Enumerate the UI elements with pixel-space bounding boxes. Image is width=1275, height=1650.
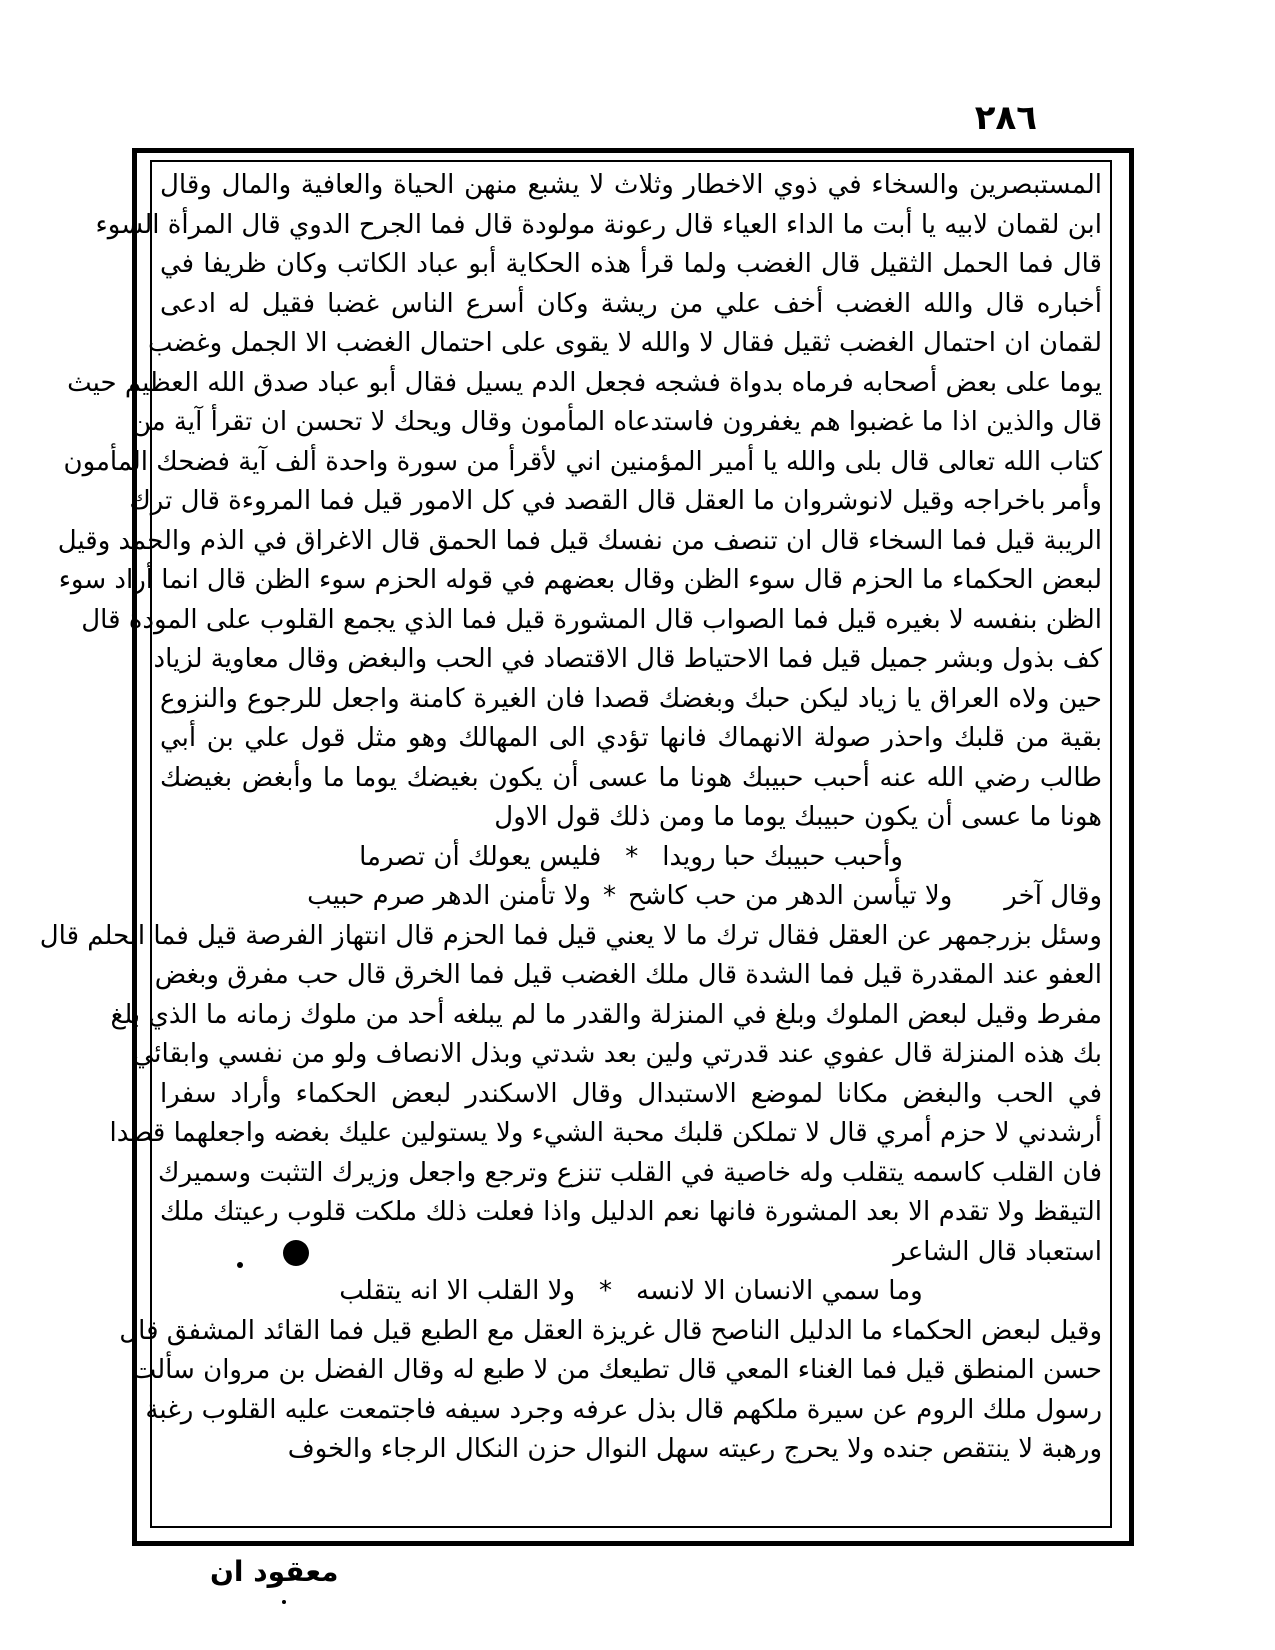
text-line: قال والذين اذا ما غضبوا هم يغفرون فاستدعاه المأمون وقال ويحك لا تحسن ان تقرأ آية من xyxy=(131,407,1102,437)
ink-blot xyxy=(283,1240,309,1266)
text-line: حين ولاه العراق يا زياد ليكن حبك وبغضك قصدا فان الغيرة كامنة واجعل للرجوع والنزوع xyxy=(160,683,1102,714)
verse-2-intro: وقال آخر xyxy=(1004,881,1102,911)
verse-2-second-hemistich: ولا تأمنن الدهر صرم حبيب xyxy=(307,881,591,911)
text-line: التيقظ ولا تقدم الا بعد المشورة فانها نعم الدليل واذا فعلت ذلك ملكت قلوب رعيتك ملك xyxy=(160,1197,1102,1227)
ink-speck xyxy=(282,1600,286,1604)
text-line: الريبة قيل فما السخاء قال ان تنصف من نفسك قيل فما الحمق قال الاغراق في الذم والحمد وقيل xyxy=(57,525,1102,556)
text-line: العفو عند المقدرة قيل فما الشدة قال ملك الغضب قيل فما الخرق قال حب مفرق وبغض xyxy=(154,960,1102,990)
text-line: لبعض الحكماء ما الحزم قال سوء الظن وقال بعضهم في قوله الحزم سوء الظن قال انما أراد سوء xyxy=(58,565,1102,595)
verse-3-second-hemistich: ولا القلب الا انه يتقلب xyxy=(339,1276,575,1306)
text-line: وسئل بزرجمهر عن العقل فقال ترك ما لا يعني قيل فما الحزم قال انتهاز الفرصة قيل فما الحلم قال xyxy=(39,920,1102,951)
verse-1-first-hemistich: وأحبب حبيبك حبا رويدا xyxy=(662,841,903,872)
text-paragraph-b xyxy=(39,917,1102,1273)
text-line: ورهبة لا ينتقص جنده ولا يحرج رعيته سهل النوال حزن النكال الرجاء والخوف xyxy=(287,1434,1102,1464)
verse-separator: * xyxy=(602,881,616,911)
text-line: أخباره قال والله الغضب أخف علي من ريشة وكان أسرع الناس غضبا فقيل له ادعى xyxy=(160,288,1102,319)
text-line: كف بذول وبشر جميل قيل فما الاحتياط قال الاقتصاد في الحب والبغض وقال معاوية لزياد xyxy=(153,644,1102,674)
text-line: كتاب الله تعالى قال بلى والله يا أمير المؤمنين اني لأقرأ من سورة واحدة ألف آية فضحك المأمون xyxy=(63,446,1102,477)
text-line: لقمان ان احتمال الغضب ثقيل فقال لا والله لا يقوى على احتمال الغضب الا الجمل وغضب xyxy=(147,328,1102,358)
text-line: رسول ملك الروم عن سيرة ملكهم قال بذل عرفه وجرد سيفه فاجتمعت عليه القلوب رغبة xyxy=(145,1394,1102,1425)
verse-1-second-hemistich: فليس يعولك أن تصرما xyxy=(359,841,602,872)
verse-line-2 xyxy=(160,877,1102,917)
text-line: وقيل لبعض الحكماء ما الدليل الناصح قال غريزة العقل مع الطبع قيل فما القائد المشفق قال xyxy=(119,1315,1102,1346)
verse-3-first-hemistich: وما سمي الانسان الا لانسه xyxy=(636,1276,923,1306)
text-line: المستبصرين والسخاء في ذوي الاخطار وثلاث لا يشبع منهن الحياة والعافية والمال وقال xyxy=(160,170,1102,200)
verse-line-1 xyxy=(160,838,1102,878)
page-number: ٢٨٦ xyxy=(974,98,1037,138)
text-line: يوما على بعض أصحابه فرماه بدواة فشجه فجعل الدم يسيل فقال أبو عباد صدق الله العظيم حيث xyxy=(67,367,1102,398)
text-line: الظن بنفسه لا بغيره قيل فما الصواب قال المشورة قيل فما الذي يجمع القلوب على المودة قال xyxy=(81,604,1102,635)
text-line: في الحب والبغض مكانا لموضع الاستبدال وقال الاسكندر لبعض الحكماء وأراد سفرا xyxy=(160,1078,1102,1109)
verse-separator: * xyxy=(625,841,639,872)
text-line: وأمر باخراجه وقيل لانوشروان ما العقل قال القصد في كل الامور قيل فما المروءة قال ترك xyxy=(129,486,1102,516)
text-line: فان القلب كاسمه يتقلب وله خاصية في القلب تنزع وترجع واجعل وزيرك التثبت وسميرك xyxy=(158,1157,1102,1188)
main-text xyxy=(39,166,1102,1518)
text-line: طالب رضي الله عنه أحبب حبيبك هونا ما عسى أن يكون بغيضك يوما ما وأبغض بغيضك xyxy=(160,762,1102,793)
text-line: قال فما الحمل الثقيل قال الغضب ولما قرأ هذه الحكاية أبو عباد الكاتب وكان ظريفا في xyxy=(160,249,1102,279)
text-paragraph-c xyxy=(119,1312,1102,1470)
text-line: أرشدني لا حزم أمري قال لا تملكن قلبك محبة الشيء ولا يستولين عليك بغضه واجعلهما قصدا xyxy=(109,1118,1102,1148)
ink-speck xyxy=(237,1262,243,1268)
verse-2-first-hemistich: ولا تيأسن الدهر من حب كاشح xyxy=(627,881,953,911)
text-line: بك هذه المنزلة قال عفوي عند قدرتي ولين بعد شدتي وبذل الانصاف ولو من نفسي وابقائي xyxy=(132,1039,1102,1069)
text-line: استعباد قال الشاعر xyxy=(893,1236,1102,1267)
text-line: هونا ما عسى أن يكون حبيبك يوما ما ومن ذلك قول الاول xyxy=(494,802,1102,832)
verse-separator: * xyxy=(599,1276,612,1306)
text-line: مفرط وقيل لبعض الملوك وبلغ في المنزلة والقدر ما لم يبلغه أحد من ملوك زمانه ما الذي بلغ xyxy=(110,999,1102,1030)
text-paragraph-a xyxy=(57,166,1102,838)
text-line: ابن لقمان لابيه يا أبت ما الداء العياء قال رعونة مولودة قال فما الجرح الدوي قال المرأة السوء xyxy=(95,209,1102,240)
text-line: حسن المنطق قيل فما الغناء المعي قال تطيعك من لا طبع له وقال الفضل بن مروان سألت xyxy=(131,1355,1102,1385)
verse-line-3 xyxy=(160,1272,1102,1312)
text-line: بقية من قلبك واحذر صولة الانهماك فانها تؤدي الى المهالك وهو مثل قول علي بن أبي xyxy=(160,723,1102,753)
catchword: معقود ان xyxy=(210,1555,339,1588)
